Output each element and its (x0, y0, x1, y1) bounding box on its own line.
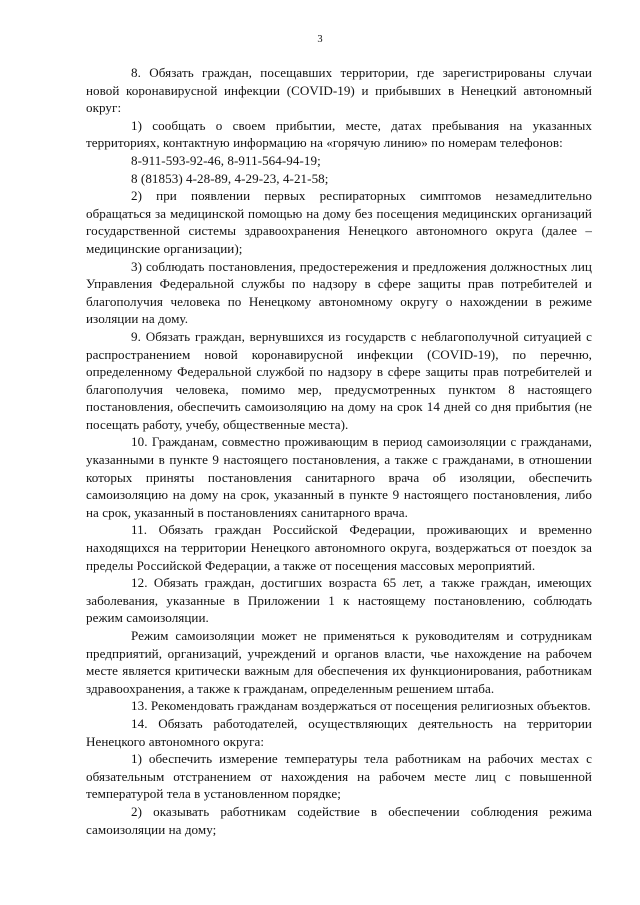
paragraph-8: 8. Обязать граждан, посещавших территории, где зарегистрированы случаи новой коронавирусной инфекции (COVID-19) и прибывших в Ненецкий автономный округ: (86, 65, 592, 116)
paragraph-12: 12. Обязать граждан, достигших возраста 65 лет, а также граждан, имеющих заболевания, указанные в Приложении 1 к настоящему постановлению, соблюдать режим самоизоляции. (86, 575, 592, 626)
paragraph-12-exception: Режим самоизоляции может не применяться к руководителям и сотрудникам предприятий, организаций, учреждений и органов власти, чье нахождение на рабочем месте является критически важным для обеспечения их функционирования, работникам здравоохранения, а также к гражданам, определенным решением штаба. (86, 628, 592, 696)
paragraph-14: 14. Обязать работодателей, осуществляющих деятельность на территории Ненецкого автономного округа: (86, 715, 592, 749)
paragraph-13: 13. Рекомендовать гражданам воздержаться от посещения религиозных объектов. (131, 698, 591, 714)
paragraph-9: 9. Обязать граждан, вернувшихся из государств с неблагополучной ситуацией с распространением новой коронавирусной инфекции (COVID-19), по перечню, определенному Федеральной службой по надзору в сфере защиты прав потребителей и благополучия человека, помимо мер, предусмотренных пунктом 8 настоящего постановления, обеспечить самоизоляцию на дому на срок 14 дней со дня прибытия (не посещать работу, учебу, общественные места). (86, 328, 592, 432)
paragraph-8-item-2: 2) при появлении первых респираторных симптомов незамедлительно обращаться за медицинской помощью на дому без посещения медицинских организаций государственной системы здравоохранения Ненецкого автономного округа (далее – медицинские организации); (86, 188, 592, 256)
document-body (86, 64, 592, 838)
paragraph-8-item-3: 3) соблюдать постановления, предостережения и предложения должностных лиц Управления Федеральной службы по надзору в сфере защиты прав потребителей и благополучия человека по Ненецкому автономному округу о нахождении в режиме изоляции на дому. (86, 258, 592, 327)
paragraph-14-item-2: 2) оказывать работникам содействие в обеспечении соблюдения режима самоизоляции на дому; (86, 803, 592, 837)
paragraph-11: 11. Обязать граждан Российской Федерации, проживающих и временно находящихся на территории Ненецкого автономного округа, воздержаться от поездок за пределы Российской Федерации, а также от посещения массовых мероприятий. (86, 522, 592, 573)
phone-numbers-line-1: 8-911-593-92-46, 8-911-564-94-19; (131, 152, 321, 168)
paragraph-10: 10. Гражданам, совместно проживающим в период самоизоляции с гражданами, указанными в пункте 9 настоящего постановления, а также с гражданами, в отношении которых приняты постановления санитарного врача об изоляции, обеспечить самоизоляцию на дому на срок, указанный в пункте 9 настоящего постановления, либо на срок, указанный в постановлениях санитарного врача. (86, 434, 592, 520)
paragraph-8-item-1: 1) сообщать о своем прибытии, месте, датах пребывания на указанных территориях, контактную информацию на «горячую линию» по номерам телефонов: (86, 117, 592, 151)
paragraph-14-item-1: 1) обеспечить измерение температуры тела работникам на рабочих местах с обязательным отстранением от нахождения на рабочем месте лиц с повышенной температурой тела в установленном порядке; (86, 751, 592, 802)
phone-numbers-line-2: 8 (81853) 4-28-89, 4-29-23, 4-21-58; (131, 170, 329, 186)
page-number: 3 (317, 34, 323, 45)
